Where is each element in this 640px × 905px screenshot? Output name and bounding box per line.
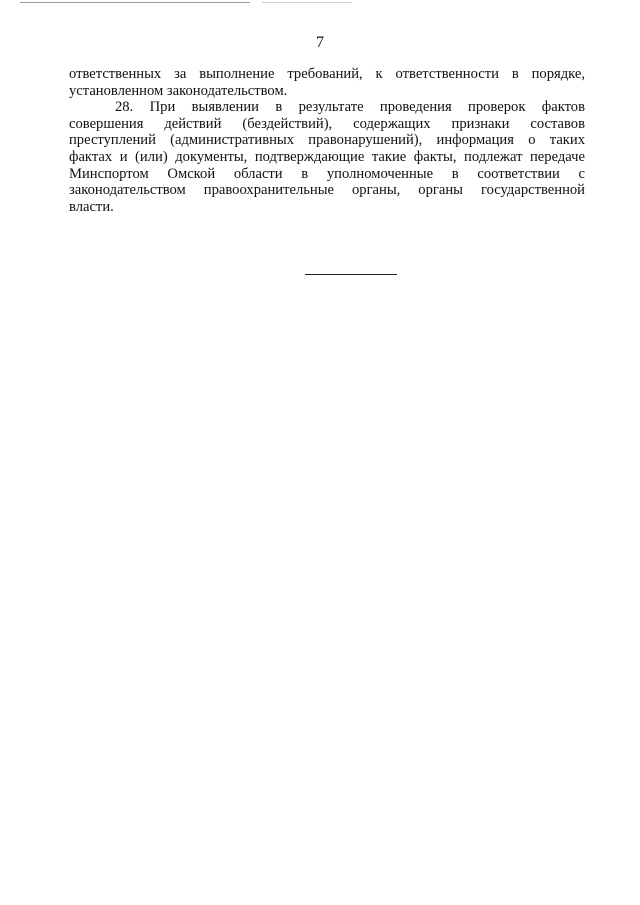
- paragraph-28-start: 28. При выявлении в результате проведения проверок фактов: [115, 99, 585, 116]
- text-line: фактах и (или) документы, подтверждающие такие факты, подлежат передаче: [69, 148, 585, 165]
- text-line: ответственных за выполнение требований, к ответственности в порядке,: [69, 66, 585, 82]
- text-line: власти.: [69, 198, 114, 215]
- scan-edge-artifact: [262, 2, 352, 3]
- text-line: совершения действий (бездействий), содержащих признаки составов: [69, 115, 585, 132]
- text-line: преступлений (административных правонарушений), информация о таких: [69, 132, 585, 149]
- document-body: [69, 66, 585, 215]
- end-separator-line: [305, 274, 397, 275]
- text-line: установленном законодательством.: [69, 82, 288, 99]
- text-line: законодательством правоохранительные органы, органы государственной: [69, 182, 585, 199]
- scan-edge-artifact: [20, 2, 250, 3]
- text-line: Минспортом Омской области в уполномоченные в соответствии с: [69, 165, 585, 182]
- page-number: 7: [316, 34, 324, 51]
